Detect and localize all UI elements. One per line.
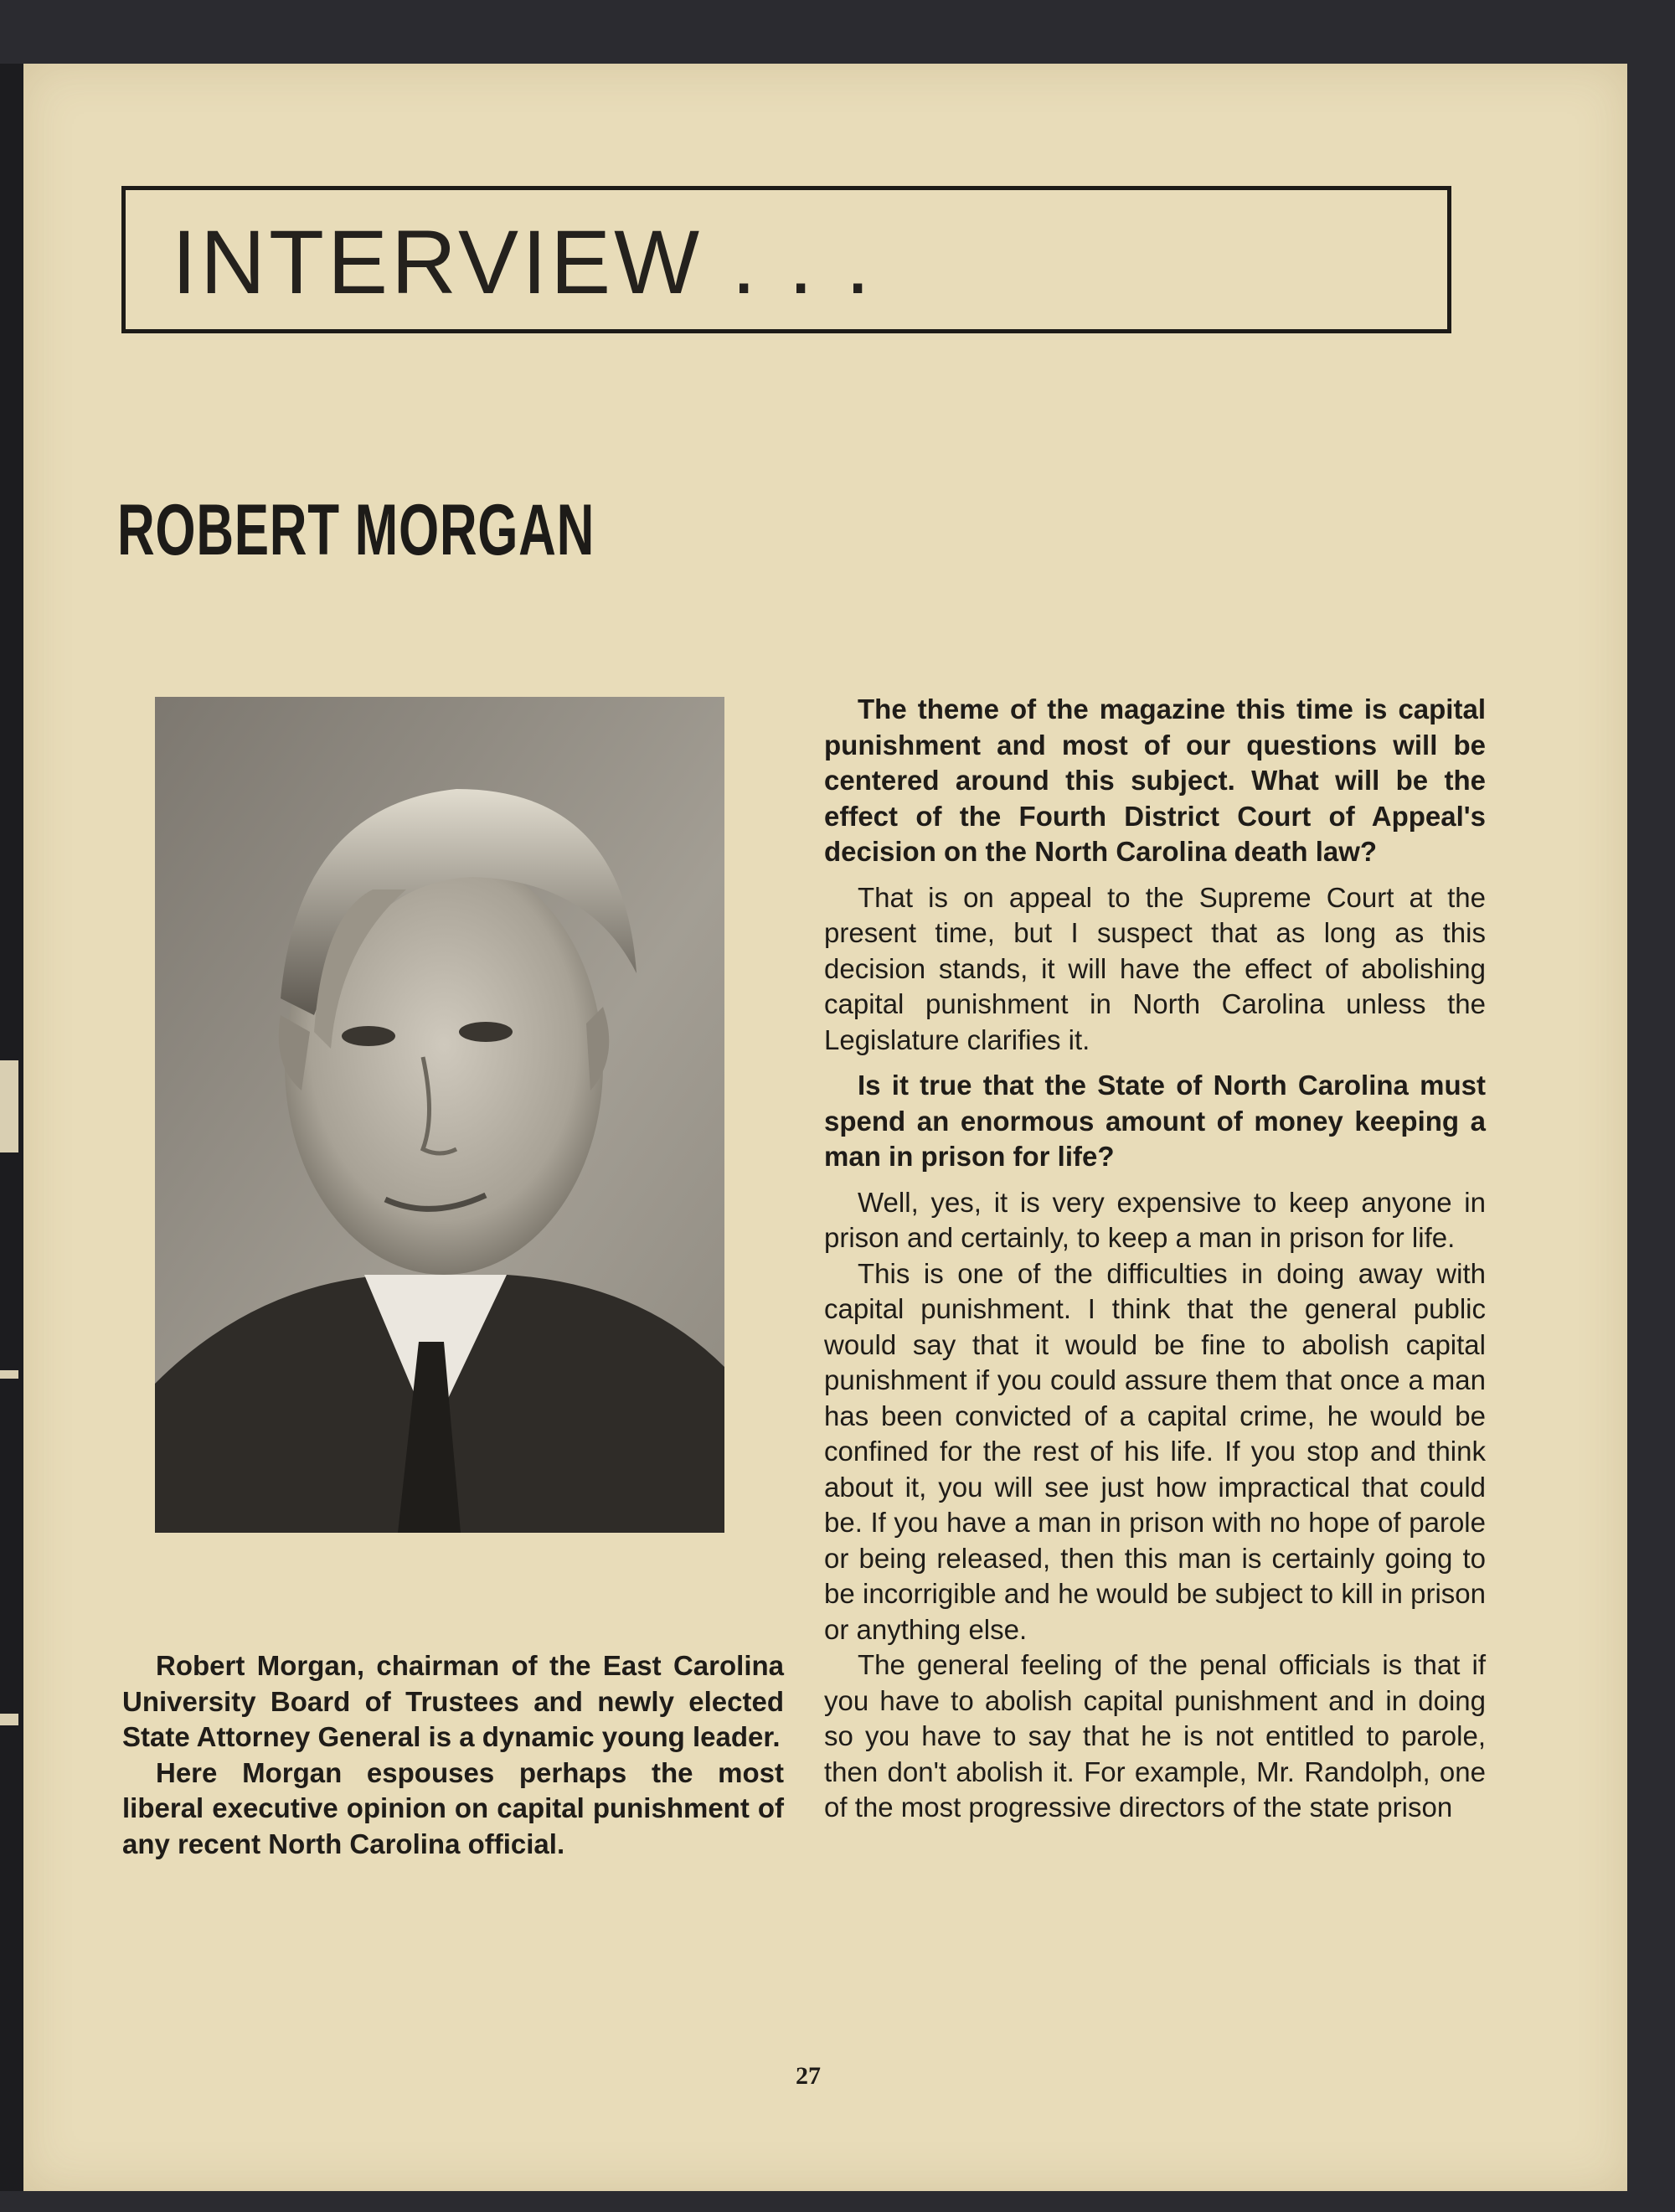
portrait-image — [155, 697, 724, 1533]
interview-answer: This is one of the difficulties in doing away with capital punishment. I think that the general public would say that it would be fine to abolish capital punishment if you could assure them that once a man has been convicted of a capital crime, he would be confined for the rest of his life. If you stop and think about it, you will see just how impractical that could be. If you have a man in prison with no hope of parole or being released, then this man is certainly going to be incorrigible and he would be subject to kill in prison or anything else. — [824, 1257, 1486, 1645]
header-box — [121, 186, 1451, 333]
edge-mark — [0, 1060, 18, 1152]
interview-article — [824, 692, 1486, 1826]
interview-answer: Well, yes, it is very expensive to keep anyone in prison and certainly, to keep a man in prison for life. — [824, 1186, 1486, 1253]
photo-caption — [122, 1648, 784, 1862]
subject-name-heading: ROBERT MORGAN — [117, 490, 595, 570]
section-title: INTERVIEW . . . — [172, 211, 874, 312]
edge-mark — [0, 1714, 18, 1725]
edge-mark — [0, 1370, 18, 1379]
page-number: 27 — [796, 2062, 821, 2090]
caption-paragraph: Robert Morgan, chairman of the East Carolina University Board of Trustees and newly elected State Attorney General is a dynamic young leader. — [122, 1650, 784, 1752]
interview-question: The theme of the magazine this time is capital punishment and most of our questions will be centered around this subject. What will be the effect of the Fourth District Court of Appeal's decision on the North Carolina death law? — [824, 694, 1486, 867]
interview-question: Is it true that the State of North Carolina must spend an enormous amount of money keeping a man in prison for life? — [824, 1070, 1486, 1172]
interview-answer: The general feeling of the penal officials is that if you have to abolish capital punishment and in doing so you have to say that he is not entitled to parole, then don't abolish it. For example, Mr. Randolph, one of the most progressive directors of the state prison — [824, 1649, 1486, 1823]
interview-answer: That is on appeal to the Supreme Court at the present time, but I suspect that as long as this decision stands, it will have the effect of abolishing capital punishment in North Carolina unless the Legislature clarifies it. — [824, 881, 1486, 1055]
portrait-photo — [155, 697, 724, 1533]
caption-paragraph: Here Morgan espouses perhaps the most liberal executive opinion on capital punishment of any recent North Carolina official. — [122, 1756, 784, 1859]
binding-edge — [0, 64, 23, 2191]
